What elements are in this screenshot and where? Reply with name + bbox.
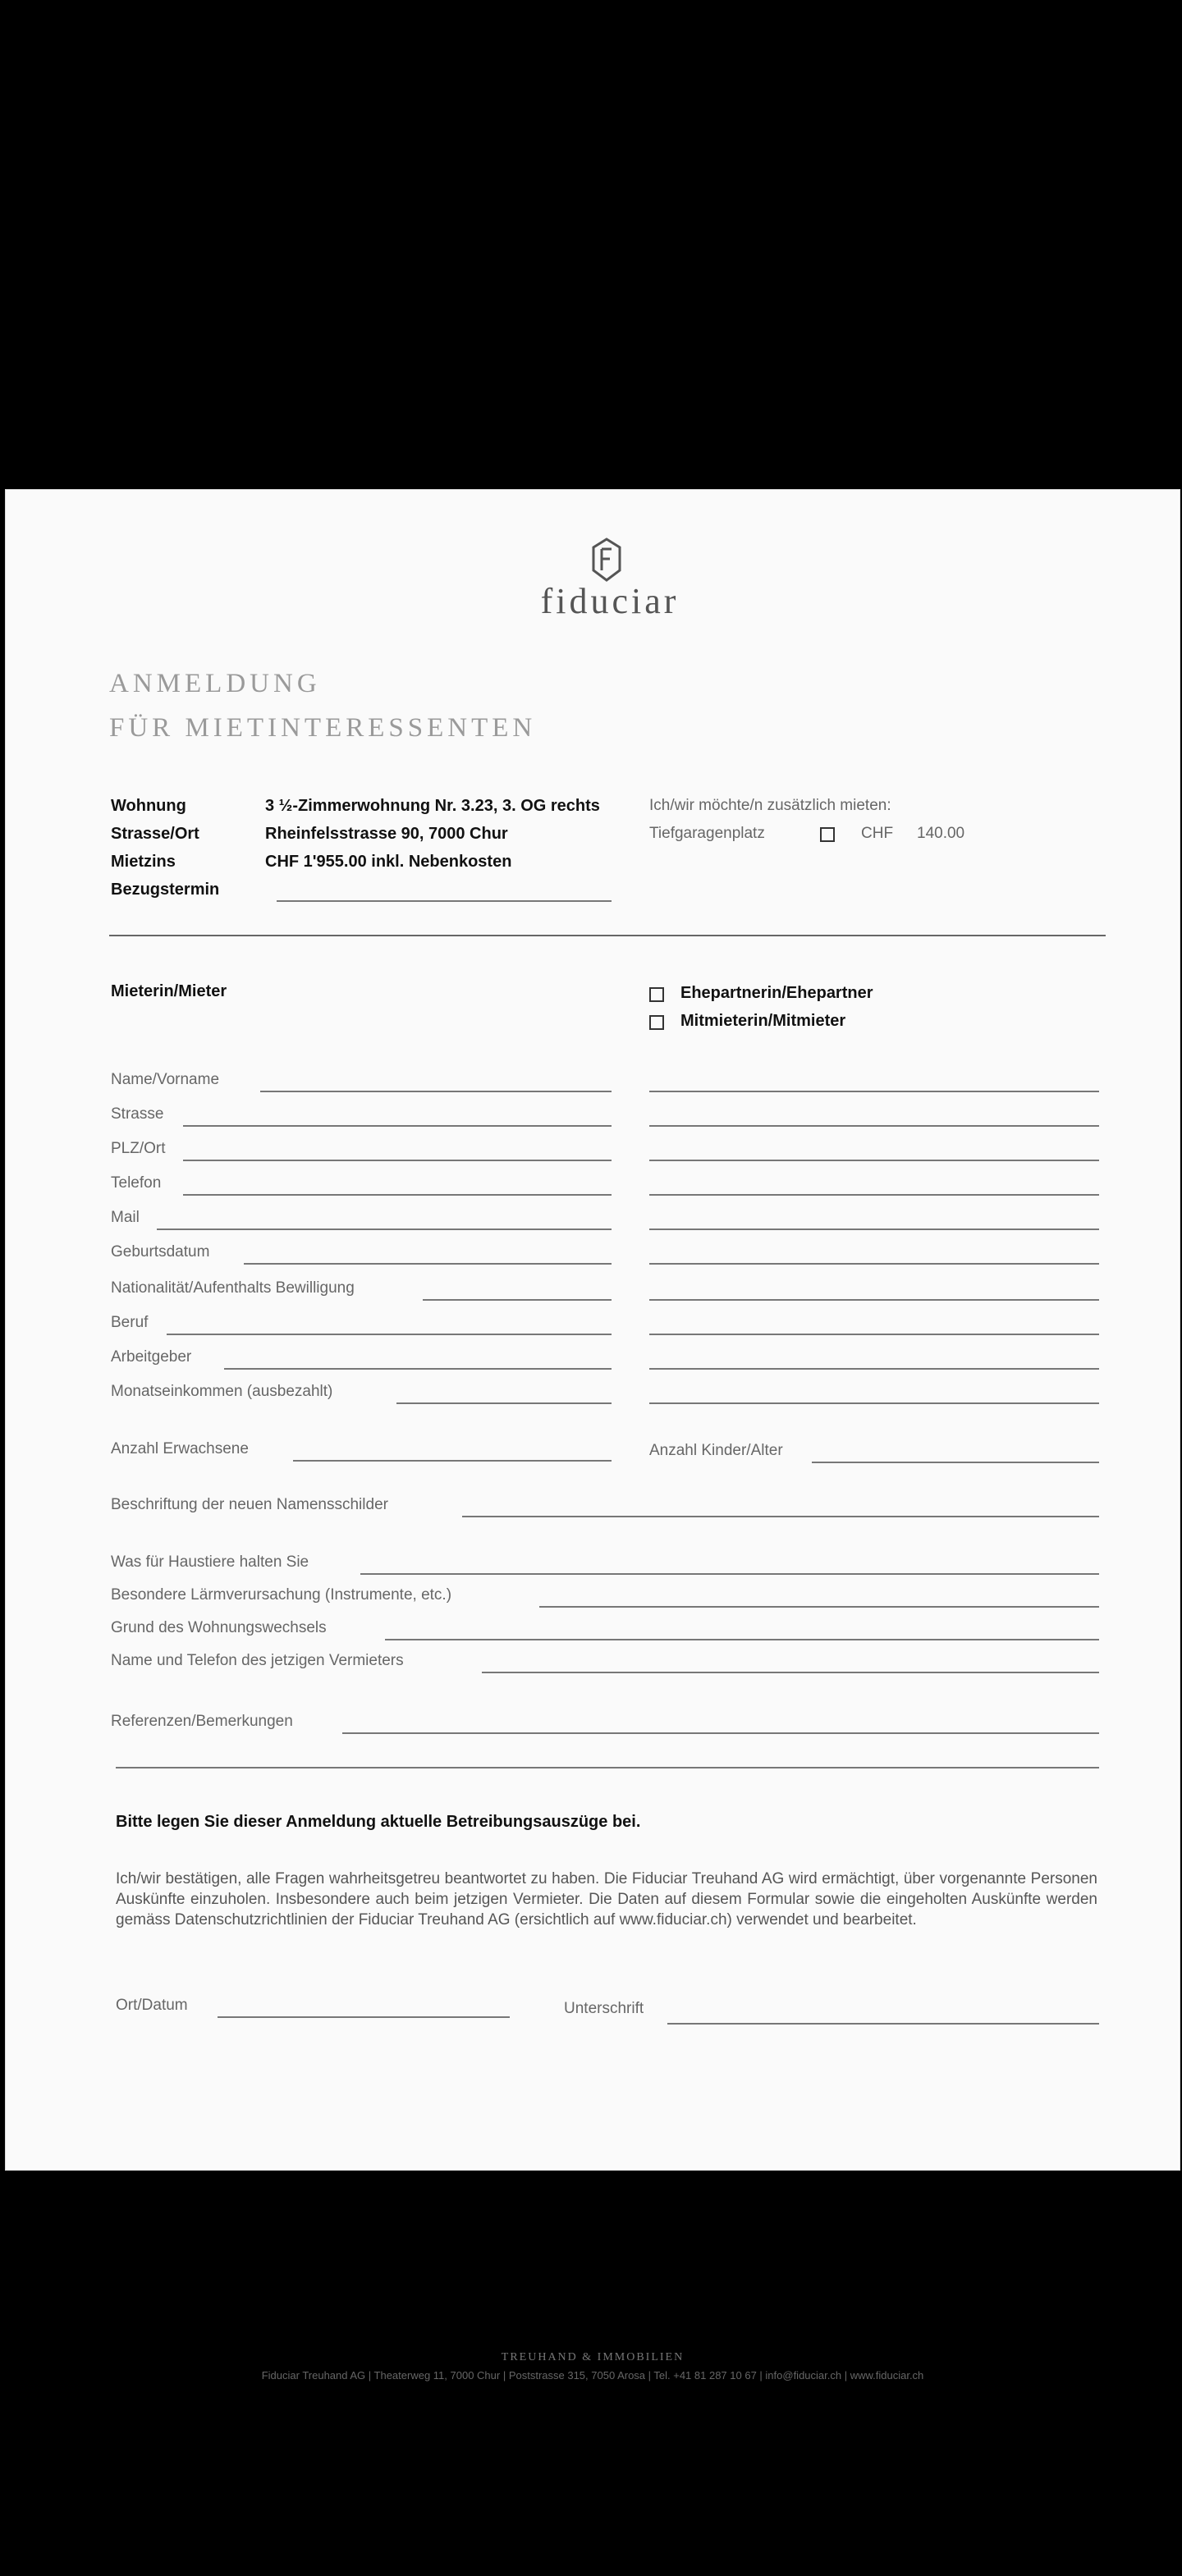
einkommen-field[interactable] (396, 1402, 612, 1404)
referenzen-label: Referenzen/Bemerkungen (111, 1713, 293, 1730)
strasse-ort-value: Rheinfelsstrasse 90, 7000 Chur (265, 825, 508, 843)
plz-label: PLZ/Ort (111, 1140, 166, 1157)
mail-field-2[interactable] (649, 1229, 1099, 1230)
erwachsene-field[interactable] (293, 1460, 612, 1462)
co-tenant-checkbox[interactable] (649, 1015, 664, 1030)
unterschrift-field[interactable] (667, 2023, 1099, 2025)
footer-address: Fiduciar Treuhand AG | Theaterweg 11, 7000 Chur | Poststrasse 315, 7050 Arosa | Tel. +41 81 287 10 67 | info@fiduciar.ch | www.fiduciar.ch (261, 2369, 924, 2382)
name-field[interactable] (260, 1091, 612, 1092)
tenant-heading: Mieterin/Mieter (111, 982, 227, 1000)
tiefgarage-checkbox[interactable] (820, 827, 835, 842)
strasse-field[interactable] (183, 1125, 612, 1127)
extra-currency: CHF (861, 825, 894, 842)
laerm-field[interactable] (539, 1606, 1099, 1608)
kinder-field[interactable] (812, 1462, 1099, 1463)
namensschilder-label: Beschriftung der neuen Namensschilder (111, 1496, 388, 1513)
grund-field[interactable] (385, 1639, 1099, 1640)
strasse-field-2[interactable] (649, 1125, 1099, 1127)
title-line-2: FÜR MIETINTERESSENTEN (109, 713, 537, 743)
vermieter-field[interactable] (482, 1672, 1099, 1673)
unterschrift-label: Unterschrift (564, 2000, 644, 2017)
mietzins-label: Mietzins (111, 853, 176, 871)
mietzins-value: CHF 1'955.00 inkl. Nebenkosten (265, 853, 512, 871)
strasse-ort-label: Strasse/Ort (111, 825, 199, 843)
partner-checkbox[interactable] (649, 987, 664, 1002)
beruf-label: Beruf (111, 1314, 149, 1331)
ort-datum-field[interactable] (218, 2016, 510, 2018)
ort-datum-label: Ort/Datum (116, 1997, 188, 2014)
brand-name: fiduciar (540, 581, 680, 621)
arbeitgeber-field-2[interactable] (649, 1368, 1099, 1370)
geburtsdatum-field[interactable] (244, 1263, 612, 1265)
mail-label: Mail (111, 1209, 140, 1226)
referenzen-field-2[interactable] (116, 1767, 1099, 1768)
form-page (5, 489, 1180, 2382)
fiduciar-logo-icon (590, 538, 623, 582)
extra-amount: 140.00 (917, 825, 965, 842)
extra-item: Tiefgaragenplatz (649, 825, 765, 842)
referenzen-field[interactable] (342, 1732, 1099, 1734)
bezugstermin-field[interactable] (277, 900, 612, 902)
erwachsene-label: Anzahl Erwachsene (111, 1440, 249, 1457)
plz-field[interactable] (183, 1160, 612, 1161)
consent-paragraph: Ich/wir bestätigen, alle Fragen wahrheitsgetreu beantwortet zu haben. Die Fiduciar Treuhand AG wird ermächtigt, über vorgenannte Personen Auskünfte einzuholen. Insbesondere auch beim jetzigen Vermieter. Die Daten auf diesem Formular sowie die eingeholten Auskünfte werden gemäss Datenschutzrichtlinien der Fiduciar Treuhand AG (ersichtlich auf www.fiduciar.ch) verwendet und bearbeitet. (116, 1870, 1097, 1929)
telefon-field[interactable] (183, 1194, 612, 1196)
plz-field-2[interactable] (649, 1160, 1099, 1161)
beruf-field[interactable] (167, 1334, 612, 1335)
title-line-1: ANMELDUNG (109, 669, 321, 698)
nationalitaet-label: Nationalität/Aufenthalts Bewilligung (111, 1279, 355, 1297)
einkommen-field-2[interactable] (649, 1402, 1099, 1404)
strasse-label: Strasse (111, 1105, 164, 1123)
footer-tagline: TREUHAND & IMMOBILIEN (501, 2351, 685, 2363)
name-field-2[interactable] (649, 1091, 1099, 1092)
co-tenant-option-label: Mitmieterin/Mitmieter (680, 1012, 846, 1030)
telefon-field-2[interactable] (649, 1194, 1099, 1196)
arbeitgeber-label: Arbeitgeber (111, 1348, 192, 1366)
nationalitaet-field-2[interactable] (649, 1299, 1099, 1301)
geburtsdatum-field-2[interactable] (649, 1263, 1099, 1265)
namensschilder-field[interactable] (462, 1516, 1099, 1517)
mail-field[interactable] (157, 1229, 612, 1230)
bezugstermin-label: Bezugstermin (111, 881, 220, 899)
kinder-label: Anzahl Kinder/Alter (649, 1442, 783, 1459)
vermieter-label: Name und Telefon des jetzigen Vermieters (111, 1652, 404, 1669)
laerm-label: Besondere Lärmverursachung (Instrumente, etc.) (111, 1586, 452, 1604)
extra-heading: Ich/wir möchte/n zusätzlich mieten: (649, 797, 891, 814)
wohnung-label: Wohnung (111, 797, 186, 815)
telefon-label: Telefon (111, 1174, 162, 1192)
arbeitgeber-field[interactable] (224, 1368, 612, 1370)
haustiere-field[interactable] (360, 1573, 1099, 1575)
grund-label: Grund des Wohnungswechsels (111, 1619, 327, 1636)
einkommen-label: Monatseinkommen (ausbezahlt) (111, 1383, 333, 1400)
wohnung-value: 3 ½-Zimmerwohnung Nr. 3.23, 3. OG rechts (265, 797, 600, 815)
name-label: Name/Vorname (111, 1071, 220, 1088)
partner-option-label: Ehepartnerin/Ehepartner (680, 984, 873, 1002)
notice-text: Bitte legen Sie dieser Anmeldung aktuelle Betreibungsauszüge bei. (116, 1813, 641, 1831)
haustiere-label: Was für Haustiere halten Sie (111, 1553, 309, 1571)
nationalitaet-field[interactable] (423, 1299, 612, 1301)
section-divider (109, 935, 1106, 936)
beruf-field-2[interactable] (649, 1334, 1099, 1335)
geburtsdatum-label: Geburtsdatum (111, 1243, 210, 1261)
